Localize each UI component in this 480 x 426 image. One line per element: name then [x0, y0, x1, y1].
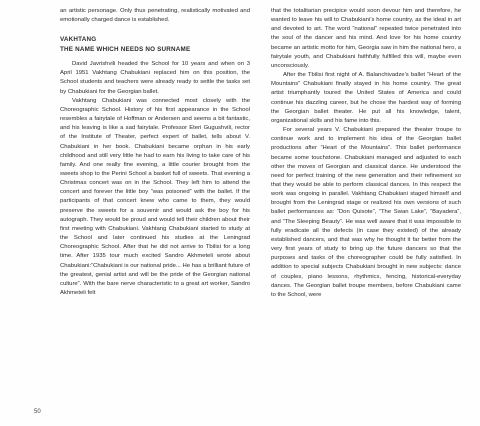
section-heading-line1: VAKHTANG	[60, 36, 97, 44]
left-paragraph-1: David Javrishvili headed the School for 10 years and when on 3 April 1951 Vakhtang Chabukiani replaced him on this position, the School students and teachers were already ready to settle the tasks set by Chabukiani for the Georgian ballet.	[60, 61, 250, 95]
section-heading-line2: THE NAME WHICH NEEDS NO SURNAME	[60, 45, 191, 53]
left-intro-paragraph: an artistic personage. Only thus penetrating, realistically motivated and emotionally charged dance is established.	[60, 8, 250, 24]
page-number: 50	[34, 409, 41, 415]
left-paragraph-2: Vakhtang Chabukiani was connected most closely with the Choreographic School. History of his first appearance in the School resembles a fairytale of Hoffman or Andersen and seems a bit fantastic, and his leaving is like a sad fairytale. Professor Eteri Gugushvili, rector of the Institute of Theater, perfect expert of ballet, tells about V. Chabukiani in her book. Chabukiani became orphan in his early childhood and still very little he had to earn his living to take care of his family. And one really fine evening, a little courier brought from the sweets shop to the Perini School a basket full of sweets. That evening a Christmas concert was on in the School. They left him to attend the concert and forever the little boy “was poisoned” with the ballet. If the participants of that concert knew who came to them, they would preserve the sweets for a souvenir and would ask the boy for his autograph. They would be proud and would tell their children about their first meeting with Chabukiani. Vakhtang Chabukiani started to study at the School and later continued his studies at the Leningrad Choreographic School. After that he did not arrive to Tbilisi for a long time. After 1935 tour much excited Sandro Akhmeteli wrote about Chabukiani:“Chabukiani is our national pride... He has a brilliant future of the greatest, genial artist and will be the pride of the Georgian national culture”. With the bare nerve characteristic to a great art worker, Sandro Akhmeteli felt	[60, 97, 250, 297]
right-paragraph-3: For several years V. Chabukiani prepared the theater troupe to continue work and to implement his idea of the Georgian ballet productions after “Heart of the Mountains”. This ballet performance became some touchstone. Chabukiani managed and adjusted to each other the moves of Georgian and classical dance. He understood the need for perfect training of the new generation and their refinement so that they would be able to perform classical dances. In this respect the work was ongoing in parallel. Vakhtang Chabukiani staged himself and brought from the Leningrad stage or realized his own versions of such ballet performances as: “Don Quixote”, “The Swan Lake”, “Bayadera”, and “The Sleeping Beauty”. He was well aware that it was impossible to fully eradicate all the defects (in case they existed) of the already established dancers, and that was why he thought it far better from the very first years of study to bring up the future dancers so that the purposes and tasks of the choreographer could be fully satisfied. In addition to special subjects Chabukiani brought in new subjects: dance of couples, piano lessons, rhythmics, fencing, historical-everyday dances. The Georgian ballet troupe members, before Chabukiani came to the School, were	[271, 127, 461, 298]
right-paragraph-1: that the totalitarian precipice would soon devour him and therefore, he wanted to leave his will to Chabukiani’s home country, as the ideal in art and devoted to art. The word “national” repeated twice penetrated into the soul of the dancer and his mind. And love for his home country became an artistic motto for him, Georgia saw in him the national hero, a fairytale youth, and Chabukiani faithfully fulfilled this will, maybe even unconsciously.	[271, 8, 461, 69]
spacer	[60, 25, 250, 35]
left-column	[60, 7, 250, 298]
right-paragraph-2: After the Tbilisi first night of A. Balanchivadze’s ballet “Heart of the Mountains” Chabukiani finally stayed in his home country. The great artist triumphantly toured the United States of America and could continue his dazzling career, but he chose the hardest way of forming the Georgian ballet theater. He put all his knowledge, talent, organizational skills and his fame into this.	[271, 72, 461, 124]
right-column	[271, 7, 461, 300]
